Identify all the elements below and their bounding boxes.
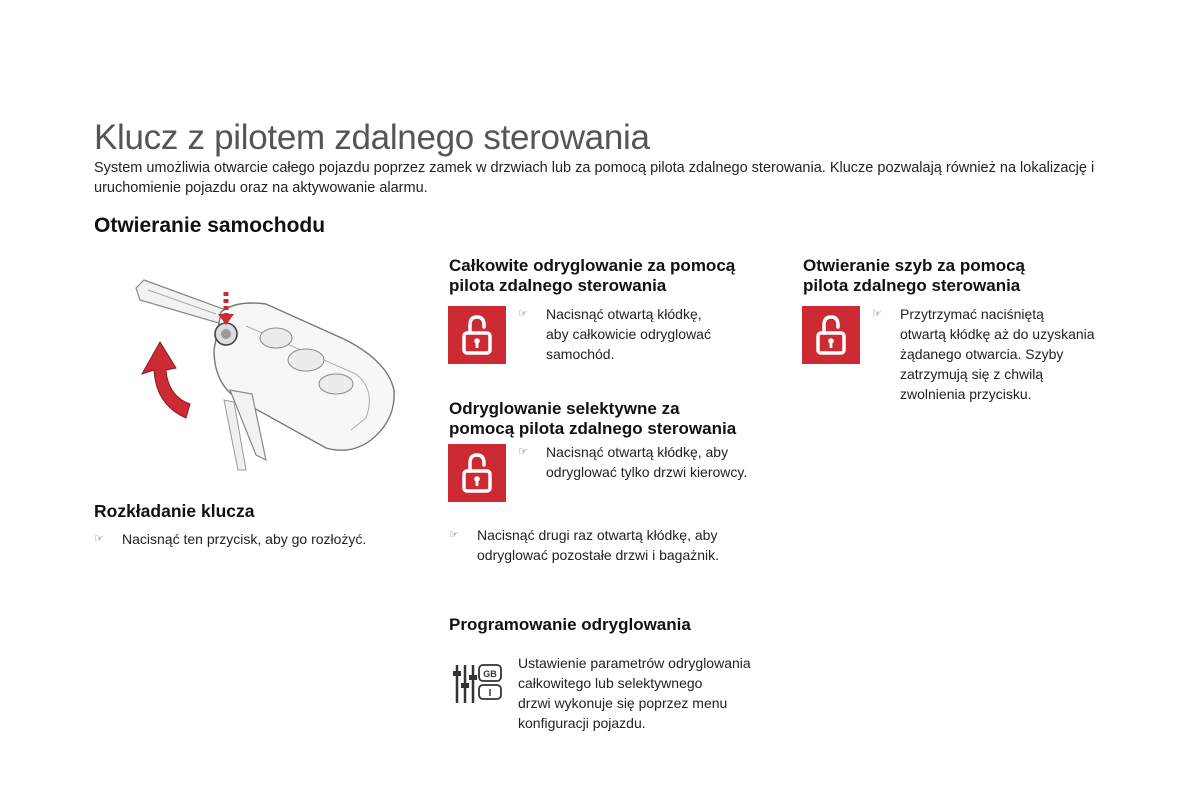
key-illustration — [126, 270, 406, 475]
key-unfold-instruction — [94, 529, 424, 549]
windows-lock-button — [802, 306, 860, 364]
full-unlock-text-line2: aby całkowicie odryglować — [546, 326, 711, 342]
selective-unlock-heading-line2: pomocą pilota zdalnego sterowania — [449, 419, 737, 438]
key-unfold-text: Nacisnąć ten przycisk, aby go rozłożyć. — [122, 531, 367, 547]
sliders-settings-icon — [452, 663, 504, 705]
programming-text — [518, 653, 788, 733]
selective-second-line2: odryglować pozostałe drzwi i bagażnik. — [477, 547, 720, 563]
windows-text-line1: Przytrzymać naciśniętą — [900, 306, 1044, 322]
selective-unlock-text-line1: Nacisnąć otwartą kłódkę, aby — [546, 444, 729, 460]
i-badge: I — [488, 688, 492, 699]
open-padlock-icon — [457, 452, 497, 494]
windows-heading-line1: Otwieranie szyb za pomocą — [803, 256, 1026, 275]
full-unlock-lock-button — [448, 306, 506, 364]
selective-unlock-heading — [449, 399, 789, 439]
full-unlock-text-line1: Nacisnąć otwartą kłódkę, — [546, 306, 702, 322]
selective-second-line1: Nacisnąć drugi raz otwartą kłódkę, aby — [477, 527, 718, 543]
full-unlock-heading — [449, 256, 789, 296]
section-heading: Otwieranie samochodu — [94, 214, 326, 237]
windows-text-line4: zatrzymują się z chwilą — [900, 366, 1044, 382]
full-unlock-instruction — [518, 304, 768, 364]
key-unfold-heading: Rozkładanie klucza — [94, 501, 255, 521]
programming-text-line2: całkowitego lub selektywnego — [518, 675, 703, 691]
gb-badge: GB — [483, 669, 497, 679]
programming-heading: Programowanie odryglowania — [449, 615, 691, 634]
pointing-hand-icon: ☞ — [872, 308, 882, 320]
pointing-hand-icon: ☞ — [518, 446, 528, 458]
selective-unlock-instruction — [518, 442, 788, 482]
open-padlock-icon — [457, 314, 497, 356]
windows-instruction — [872, 304, 1132, 404]
programming-text-line4: konfiguracji pojazdu. — [518, 715, 646, 731]
windows-text-line5: zwolnienia przycisku. — [900, 386, 1032, 402]
windows-heading — [803, 256, 1123, 296]
page-title: Klucz z pilotem zdalnego sterowania — [94, 118, 650, 157]
windows-heading-line2: pilota zdalnego sterowania — [803, 276, 1021, 295]
full-unlock-heading-line1: Całkowite odryglowanie za pomocą — [449, 256, 736, 275]
full-unlock-text-line3: samochód. — [546, 346, 615, 362]
full-unlock-heading-line2: pilota zdalnego sterowania — [449, 276, 667, 295]
windows-text-line2: otwartą kłódkę aż do uzyskania — [900, 326, 1095, 342]
open-padlock-icon — [811, 314, 851, 356]
settings-icon-group — [452, 663, 504, 711]
pointing-hand-icon: ☞ — [518, 308, 528, 320]
intro-paragraph: System umożliwia otwarcie całego pojazdu poprzez zamek w drzwiach lub za pomocą pilota zdalnego sterowania. Klucze pozwalają również na lokalizację i uruchomienie pojazdu oraz na aktywowanie alarmu. — [94, 160, 1095, 196]
flip-key-illustration — [126, 270, 406, 475]
selective-unlock-second-instruction — [449, 525, 779, 565]
selective-unlock-lock-button — [448, 444, 506, 502]
programming-text-line1: Ustawienie parametrów odryglowania — [518, 655, 751, 671]
pointing-hand-icon: ☞ — [94, 533, 104, 545]
selective-unlock-text-line2: odryglować tylko drzwi kierowcy. — [546, 464, 748, 480]
windows-text-line3: żądanego otwarcia. Szyby — [900, 346, 1064, 362]
programming-text-line3: drzwi wykonuje się poprzez menu — [518, 695, 728, 711]
pointing-hand-icon: ☞ — [449, 529, 459, 541]
selective-unlock-heading-line1: Odryglowanie selektywne za — [449, 399, 680, 418]
